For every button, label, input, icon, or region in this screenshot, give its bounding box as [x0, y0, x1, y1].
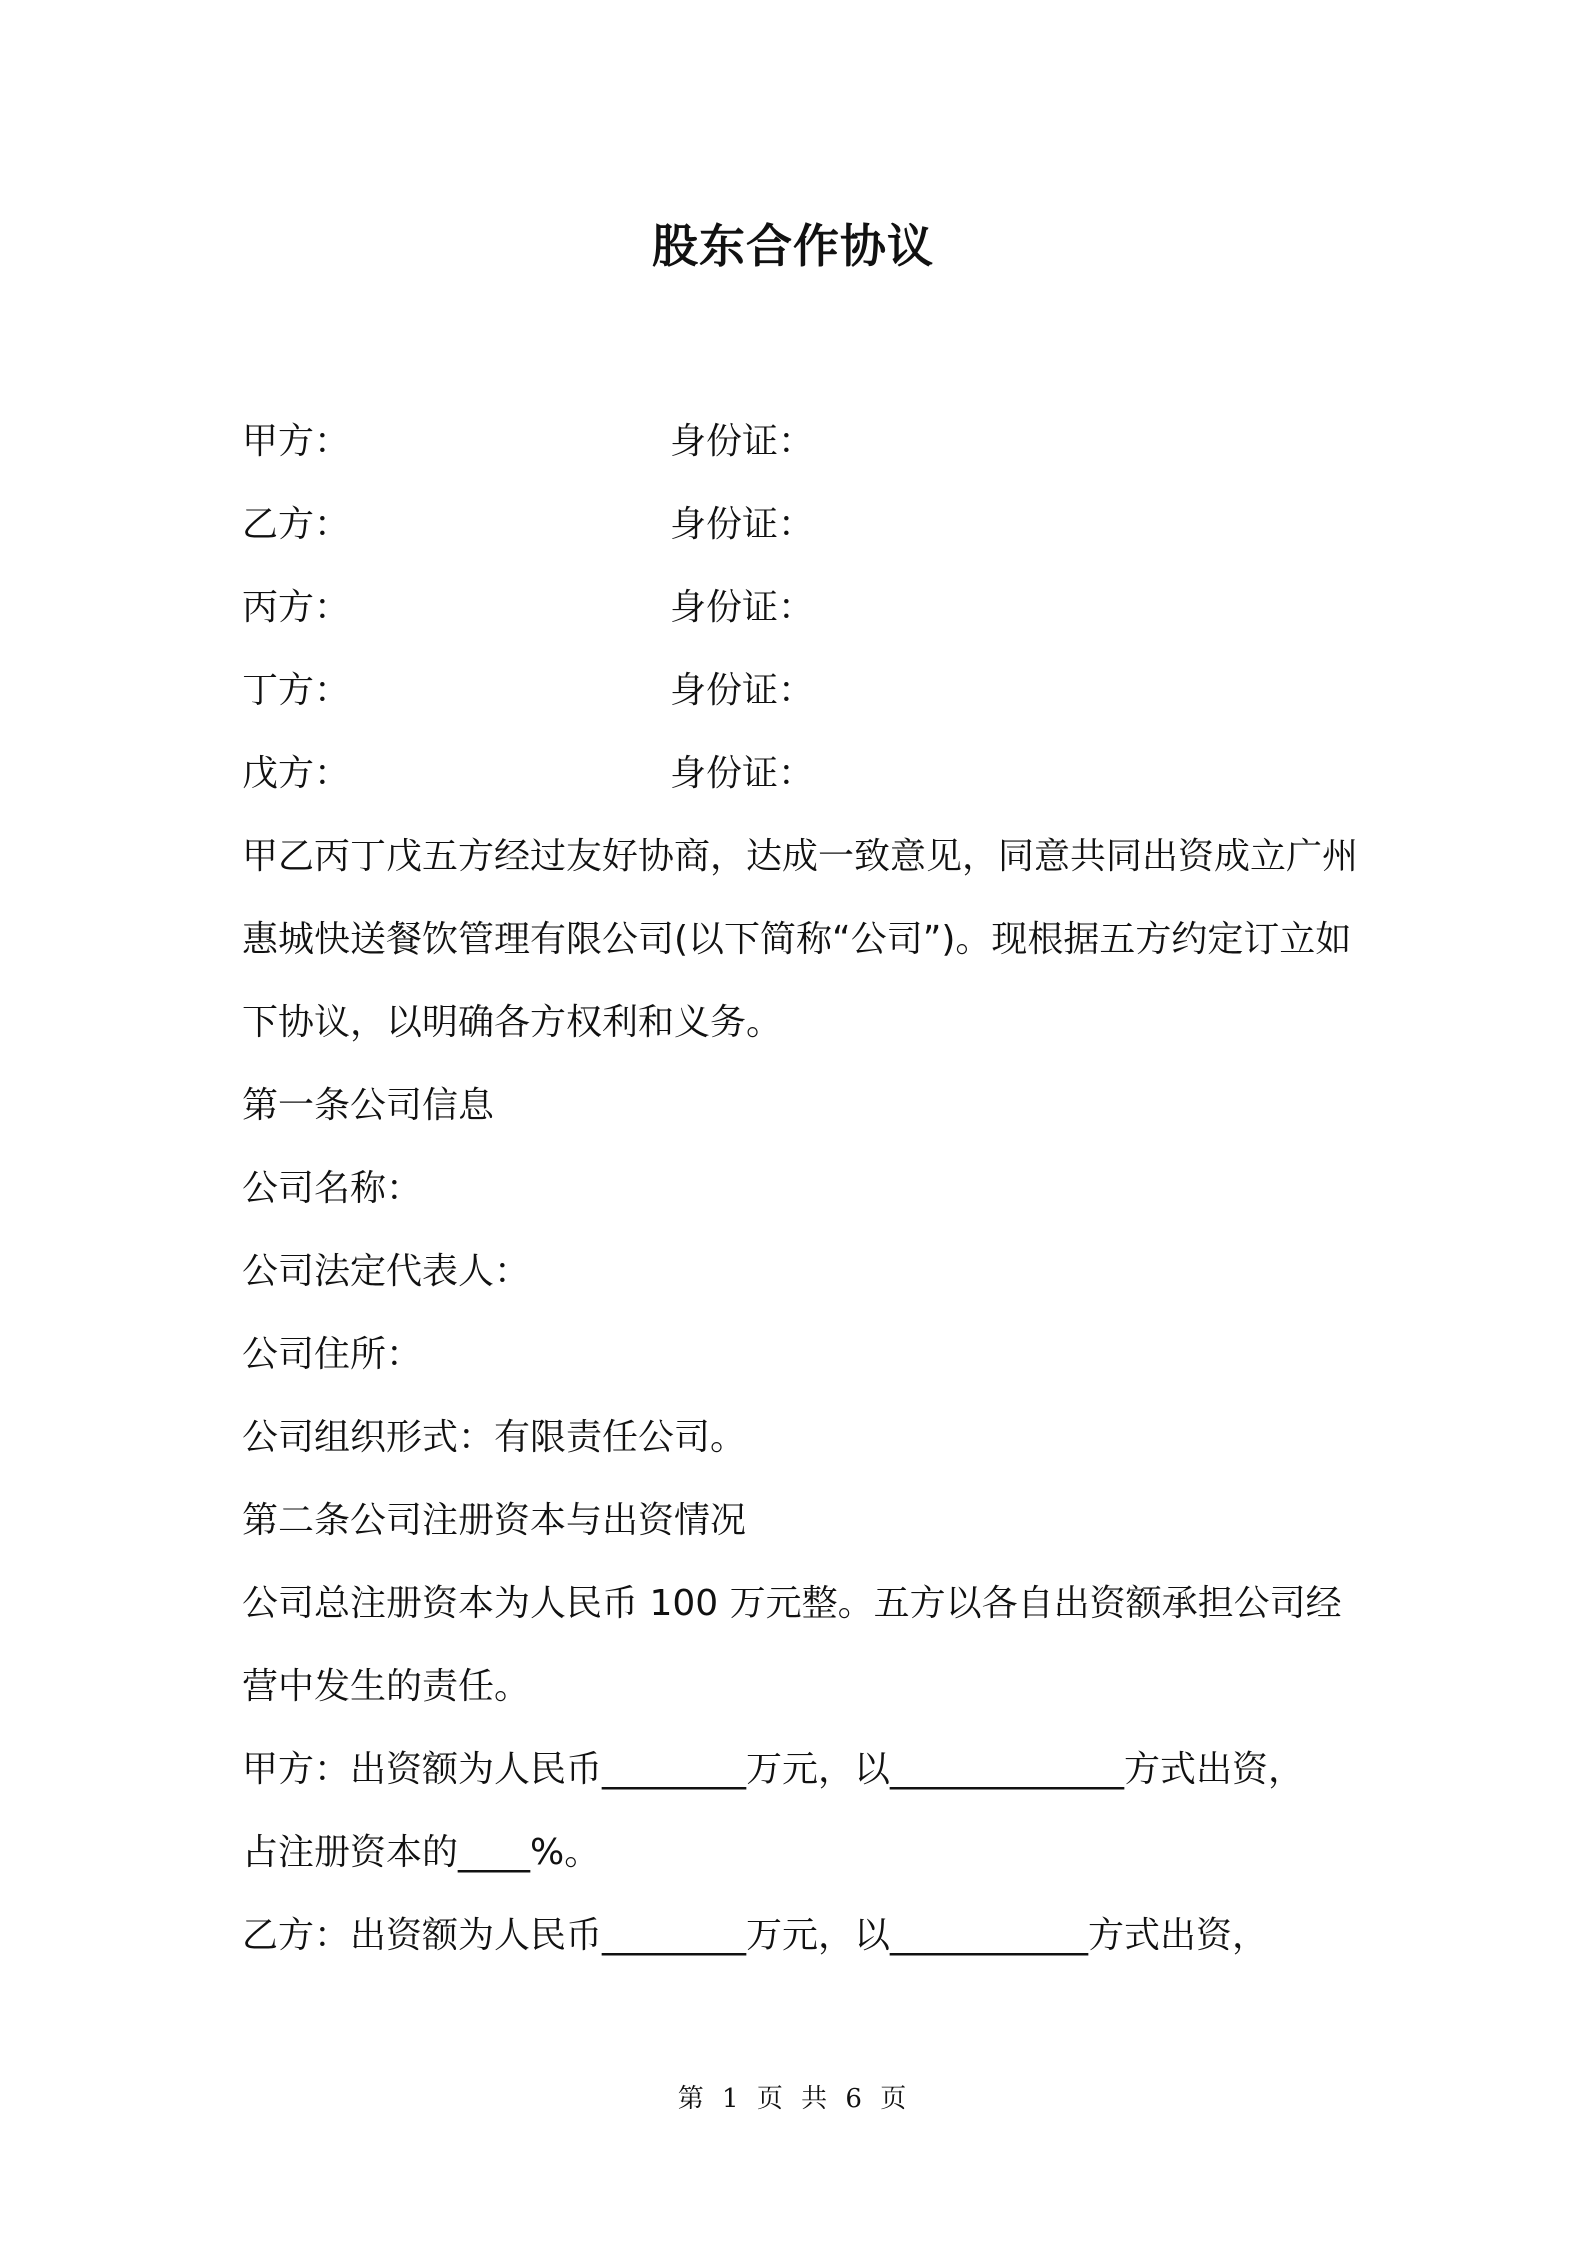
- intro-paragraph: 甲乙丙丁戊五方经过友好协商，达成一致意见，同意共同出资成立广州惠城快送餐饮管理有限公司(以下简称“公司”)。现根据五方约定订立如下协议，以明确各方权利和义务。: [242, 836, 1359, 1043]
- legal-rep-field: 公司法定代表人：: [242, 1251, 531, 1292]
- document-body: [242, 400, 1362, 1977]
- party-label: 甲方：: [242, 421, 351, 462]
- id-label: 身份证：: [670, 504, 815, 545]
- party-label: 乙方：: [242, 504, 351, 545]
- id-label: 身份证：: [670, 670, 815, 711]
- party-row: [242, 400, 1362, 483]
- party-a-contribution-line2: 占注册资本的____%。: [242, 1832, 601, 1873]
- company-name-field: 公司名称：: [242, 1168, 423, 1209]
- party-row: [242, 649, 1362, 732]
- article2-heading: 第二条公司注册资本与出资情况: [242, 1500, 747, 1541]
- party-b-contribution-line1: 乙方：出资额为人民币________万元，以___________方式出资，: [242, 1915, 1269, 1956]
- id-label: 身份证：: [670, 421, 815, 462]
- page-footer: 第 1 页 共 6 页: [677, 2084, 909, 2114]
- party-row: [242, 732, 1362, 815]
- party-label: 丙方：: [242, 587, 351, 628]
- org-form-field: 公司组织形式：有限责任公司。: [242, 1417, 747, 1458]
- id-label: 身份证：: [670, 753, 815, 794]
- capital-paragraph: 公司总注册资本为人民币 100 万元整。五方以各自出资额承担公司经营中发生的责任。: [242, 1583, 1342, 1707]
- party-row: [242, 483, 1362, 566]
- address-field: 公司住所：: [242, 1334, 423, 1375]
- party-row: [242, 566, 1362, 649]
- party-label: 戊方：: [242, 753, 351, 794]
- document-title: 股东合作协议: [652, 219, 934, 273]
- id-label: 身份证：: [670, 587, 815, 628]
- party-label: 丁方：: [242, 670, 351, 711]
- article1-heading: 第一条公司信息: [242, 1085, 495, 1126]
- party-a-contribution-line1: 甲方：出资额为人民币________万元，以_____________方式出资，: [242, 1749, 1305, 1790]
